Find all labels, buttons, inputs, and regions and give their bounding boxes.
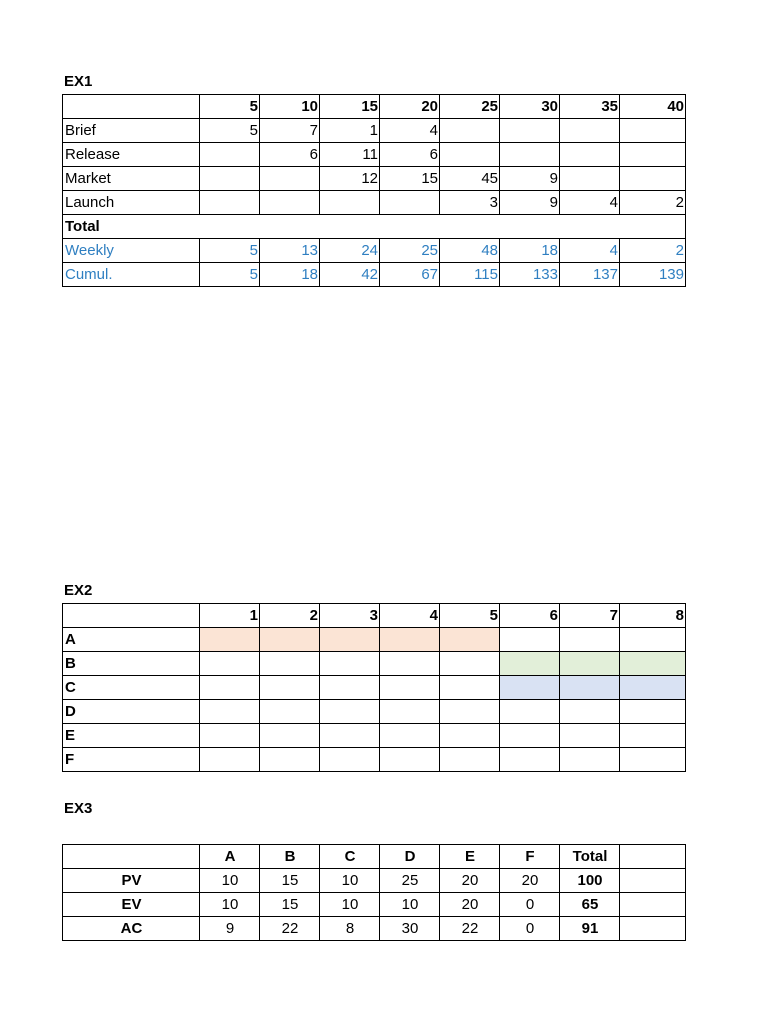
ex2-header-cell: 3 <box>320 604 380 628</box>
ex1-value-cell <box>200 143 260 167</box>
ex1-value-cell <box>620 119 686 143</box>
ex3-header-cell: C <box>320 845 380 869</box>
ex2-empty-cell <box>320 700 380 724</box>
ex2-empty-cell <box>620 748 686 772</box>
ex2-empty-cell <box>260 724 320 748</box>
ex1-value-cell <box>500 143 560 167</box>
ex3-value-cell: 30 <box>380 917 440 941</box>
ex2-empty-cell <box>260 652 320 676</box>
ex1-header-cell: 20 <box>380 95 440 119</box>
ex1-value-cell <box>620 167 686 191</box>
ex1-task-row <box>63 119 686 143</box>
ex2-empty-cell <box>200 724 260 748</box>
ex2-row-label: E <box>63 724 200 748</box>
ex3-metric-row <box>63 917 686 941</box>
ex2-empty-cell <box>200 748 260 772</box>
ex1-weekly-cell: 24 <box>320 239 380 263</box>
ex2-empty-cell <box>320 748 380 772</box>
ex1-header-cell: 30 <box>500 95 560 119</box>
ex1-total-blank <box>260 215 320 239</box>
ex2-header-cell: 8 <box>620 604 686 628</box>
ex2-filled-cell <box>620 652 686 676</box>
ex1-row-label: Market <box>63 167 200 191</box>
ex3-total-cell: 65 <box>560 893 620 917</box>
ex1-value-cell: 15 <box>380 167 440 191</box>
ex2-activity-row <box>63 676 686 700</box>
ex1-value-cell <box>260 167 320 191</box>
ex3-value-cell: 15 <box>260 869 320 893</box>
ex3-value-cell: 25 <box>380 869 440 893</box>
ex2-empty-cell <box>620 628 686 652</box>
ex3-header-cell: E <box>440 845 500 869</box>
ex1-value-cell <box>200 167 260 191</box>
ex3-value-cell: 22 <box>260 917 320 941</box>
ex2-empty-cell <box>440 676 500 700</box>
ex2-filled-cell <box>560 676 620 700</box>
ex2-filled-cell <box>200 628 260 652</box>
ex1-total-blank <box>560 215 620 239</box>
ex2-filled-cell <box>260 628 320 652</box>
ex3-value-cell: 15 <box>260 893 320 917</box>
ex1-value-cell <box>260 191 320 215</box>
ex1-table <box>62 94 686 287</box>
ex1-total-blank <box>320 215 380 239</box>
ex1-weekly-cell: 2 <box>620 239 686 263</box>
ex1-value-cell: 2 <box>620 191 686 215</box>
ex3-row-label: AC <box>63 917 200 941</box>
ex3-header-cell: B <box>260 845 320 869</box>
ex1-value-cell <box>620 143 686 167</box>
ex1-cumul-cell: 42 <box>320 263 380 287</box>
ex1-task-row <box>63 191 686 215</box>
ex2-empty-cell <box>380 700 440 724</box>
ex1-weekly-cell: 4 <box>560 239 620 263</box>
ex1-task-row <box>63 143 686 167</box>
ex2-empty-cell <box>320 652 380 676</box>
ex2-empty-cell <box>440 652 500 676</box>
ex2-empty-cell <box>620 700 686 724</box>
ex1-value-cell: 11 <box>320 143 380 167</box>
ex1-value-cell: 7 <box>260 119 320 143</box>
ex2-empty-cell <box>320 724 380 748</box>
ex1-weekly-label: Weekly <box>63 239 200 263</box>
ex2-title: EX2 <box>64 582 93 599</box>
ex1-total-label: Total <box>63 215 200 239</box>
ex3-value-cell: 20 <box>500 869 560 893</box>
ex1-weekly-cell: 48 <box>440 239 500 263</box>
ex3-corner-cell <box>63 845 200 869</box>
ex2-empty-cell <box>500 748 560 772</box>
ex3-header-row <box>63 845 686 869</box>
ex1-value-cell: 6 <box>380 143 440 167</box>
ex3-value-cell: 0 <box>500 917 560 941</box>
ex3-row-label: PV <box>63 869 200 893</box>
ex1-value-cell: 4 <box>560 191 620 215</box>
ex1-header-cell: 40 <box>620 95 686 119</box>
ex3-row-label: EV <box>63 893 200 917</box>
ex1-value-cell: 1 <box>320 119 380 143</box>
ex2-empty-cell <box>380 676 440 700</box>
ex2-header-cell: 5 <box>440 604 500 628</box>
ex2-activity-row <box>63 628 686 652</box>
ex2-filled-cell <box>560 652 620 676</box>
ex2-table <box>62 603 686 772</box>
ex3-value-cell: 10 <box>380 893 440 917</box>
ex2-filled-cell <box>500 652 560 676</box>
ex1-value-cell: 6 <box>260 143 320 167</box>
ex1-row-label: Launch <box>63 191 200 215</box>
ex2-empty-cell <box>560 700 620 724</box>
ex1-value-cell: 9 <box>500 191 560 215</box>
ex2-empty-cell <box>200 652 260 676</box>
ex1-total-blank <box>500 215 560 239</box>
ex2-row-label: A <box>63 628 200 652</box>
ex3-value-cell: 20 <box>440 893 500 917</box>
ex1-header-cell: 10 <box>260 95 320 119</box>
ex1-header-cell: 15 <box>320 95 380 119</box>
ex1-cumul-cell: 18 <box>260 263 320 287</box>
ex2-activity-row <box>63 724 686 748</box>
ex2-empty-cell <box>260 748 320 772</box>
ex2-header-cell: 1 <box>200 604 260 628</box>
ex3-header-cell: F <box>500 845 560 869</box>
ex1-total-blank <box>380 215 440 239</box>
ex2-empty-cell <box>380 652 440 676</box>
ex1-row-label: Brief <box>63 119 200 143</box>
ex1-corner-cell <box>63 95 200 119</box>
ex2-empty-cell <box>560 628 620 652</box>
ex1-value-cell: 45 <box>440 167 500 191</box>
ex2-empty-cell <box>440 700 500 724</box>
ex1-cumul-label: Cumul. <box>63 263 200 287</box>
ex1-total-row <box>63 215 686 239</box>
ex3-value-cell: 10 <box>320 893 380 917</box>
ex3-value-cell: 10 <box>200 869 260 893</box>
ex1-value-cell <box>200 191 260 215</box>
ex1-value-cell: 3 <box>440 191 500 215</box>
ex3-value-cell: 10 <box>320 869 380 893</box>
ex1-weekly-row <box>63 239 686 263</box>
ex2-empty-cell <box>260 700 320 724</box>
ex2-row-label: B <box>63 652 200 676</box>
ex3-value-cell: 8 <box>320 917 380 941</box>
ex2-empty-cell <box>560 748 620 772</box>
ex2-header-cell: 2 <box>260 604 320 628</box>
ex3-metric-row <box>63 893 686 917</box>
ex2-empty-cell <box>500 700 560 724</box>
ex3-empty-cell <box>620 893 686 917</box>
ex1-weekly-cell: 13 <box>260 239 320 263</box>
ex2-empty-cell <box>200 676 260 700</box>
ex3-header-cell: A <box>200 845 260 869</box>
ex2-empty-cell <box>620 724 686 748</box>
ex1-value-cell: 12 <box>320 167 380 191</box>
ex2-row-label: C <box>63 676 200 700</box>
ex2-empty-cell <box>560 724 620 748</box>
ex2-row-label: D <box>63 700 200 724</box>
ex2-empty-cell <box>380 748 440 772</box>
ex2-empty-cell <box>320 676 380 700</box>
ex1-value-cell: 9 <box>500 167 560 191</box>
ex3-header-cell <box>620 845 686 869</box>
ex1-value-cell <box>560 167 620 191</box>
ex2-filled-cell <box>380 628 440 652</box>
ex1-weekly-cell: 18 <box>500 239 560 263</box>
ex1-value-cell <box>320 191 380 215</box>
ex1-header-cell: 25 <box>440 95 500 119</box>
ex2-activity-row <box>63 700 686 724</box>
ex1-row-label: Release <box>63 143 200 167</box>
ex2-empty-cell <box>440 748 500 772</box>
ex1-value-cell <box>500 119 560 143</box>
ex1-header-cell: 35 <box>560 95 620 119</box>
ex2-filled-cell <box>620 676 686 700</box>
ex1-weekly-cell: 25 <box>380 239 440 263</box>
ex3-header-cell: D <box>380 845 440 869</box>
ex3-value-cell: 10 <box>200 893 260 917</box>
ex1-total-blank <box>200 215 260 239</box>
ex2-corner-cell <box>63 604 200 628</box>
ex3-metric-row <box>63 869 686 893</box>
ex1-title: EX1 <box>64 73 93 90</box>
ex1-value-cell <box>440 143 500 167</box>
ex3-value-cell: 0 <box>500 893 560 917</box>
ex1-cumul-cell: 137 <box>560 263 620 287</box>
ex2-empty-cell <box>380 724 440 748</box>
ex1-value-cell: 5 <box>200 119 260 143</box>
ex2-activity-row <box>63 652 686 676</box>
ex3-table <box>62 844 686 941</box>
ex1-header-cell: 5 <box>200 95 260 119</box>
ex1-cumul-cell: 133 <box>500 263 560 287</box>
ex2-empty-cell <box>500 628 560 652</box>
ex3-title: EX3 <box>64 800 93 817</box>
ex2-filled-cell <box>500 676 560 700</box>
ex1-total-blank <box>620 215 686 239</box>
ex1-value-cell <box>560 119 620 143</box>
ex3-header-cell: Total <box>560 845 620 869</box>
ex1-header-row <box>63 95 686 119</box>
ex3-empty-cell <box>620 917 686 941</box>
ex2-empty-cell <box>500 724 560 748</box>
ex2-header-cell: 7 <box>560 604 620 628</box>
ex3-value-cell: 20 <box>440 869 500 893</box>
ex2-empty-cell <box>200 700 260 724</box>
ex1-value-cell: 4 <box>380 119 440 143</box>
ex2-filled-cell <box>320 628 380 652</box>
ex1-cumul-cell: 67 <box>380 263 440 287</box>
ex1-task-row <box>63 167 686 191</box>
ex3-empty-cell <box>620 869 686 893</box>
ex1-value-cell <box>380 191 440 215</box>
ex1-cumul-cell: 115 <box>440 263 500 287</box>
ex2-empty-cell <box>440 724 500 748</box>
ex2-filled-cell <box>440 628 500 652</box>
ex1-value-cell <box>440 119 500 143</box>
ex2-row-label: F <box>63 748 200 772</box>
ex2-activity-row <box>63 748 686 772</box>
ex1-total-blank <box>440 215 500 239</box>
ex2-header-cell: 6 <box>500 604 560 628</box>
ex1-cumul-cell: 5 <box>200 263 260 287</box>
ex1-value-cell <box>560 143 620 167</box>
ex2-header-cell: 4 <box>380 604 440 628</box>
ex3-value-cell: 22 <box>440 917 500 941</box>
ex1-cumul-row <box>63 263 686 287</box>
ex2-empty-cell <box>260 676 320 700</box>
ex3-value-cell: 9 <box>200 917 260 941</box>
ex1-weekly-cell: 5 <box>200 239 260 263</box>
ex2-header-row <box>63 604 686 628</box>
ex3-total-cell: 91 <box>560 917 620 941</box>
ex1-cumul-cell: 139 <box>620 263 686 287</box>
ex3-total-cell: 100 <box>560 869 620 893</box>
